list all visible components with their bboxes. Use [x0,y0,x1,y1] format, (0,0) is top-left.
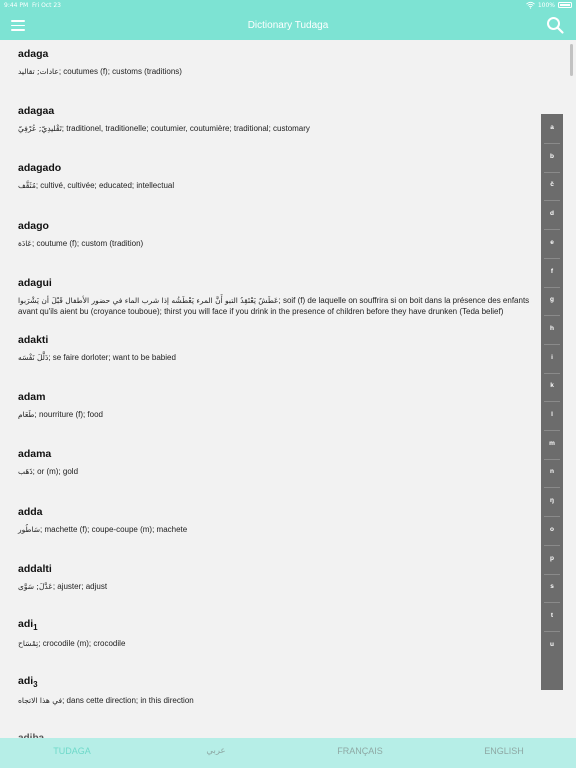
tab-english[interactable]: ENGLISH [484,746,524,756]
battery-area [526,1,572,9]
index-divider [544,487,560,488]
entry-headword: adi$_3$ [18,675,38,689]
list-item[interactable] [18,618,536,649]
entry-definition: تِمْسَاح; crocodile (m); crocodile [18,639,126,648]
alphabet-index[interactable] [541,114,563,690]
list-item[interactable] [18,448,536,477]
list-item[interactable] [18,563,536,592]
index-letter-2[interactable]: b [550,152,554,160]
entry-headword: adago [18,220,49,232]
index-letter-12[interactable]: m [549,439,555,447]
entry-definition: دَلَّلَ نَفْسَه; se faire dorloter; want to be babied [18,353,176,362]
entry-headword: adakti [18,334,49,346]
entry-definition: تَقْليدِيّ; عُرْفِيّ; traditionel, traditionelle; coutumier, coutumière; traditional; customary [18,124,310,133]
list-item[interactable] [18,277,536,317]
index-divider [544,344,560,345]
battery-percent: 100% [537,1,555,9]
wifi-icon [526,1,535,9]
index-letter-6[interactable]: f [550,267,554,275]
entry-definition: عَطَشٌ يَعْتَقِدُ التبو أَنَّ المرء يَعْطَشُه إذا شرب الماء في حضور الأطفال قَبْلَ أن يَشْرَبوا; soif (f) de laquelle on souffrira si on boit dans la présence des enfants avant qu'ils aient bu (croyance touboue); thirst you will face if you drink in the presence of children before they have drunken (Teda belief) [18,296,530,316]
entry-definition: في هذا الاتجاه; dans cette direction; in this direction [18,696,194,705]
entry-headword: adagado [18,162,62,174]
index-divider [544,516,560,517]
entry-definition: عَادَة; coutume (f); custom (tradition) [18,239,144,248]
battery-icon [558,2,572,8]
list-item[interactable] [18,105,536,134]
entry-headword: adama [18,448,52,460]
entry-headword: adam [18,391,46,403]
index-divider [544,574,560,575]
index-divider [544,172,560,173]
index-divider [544,143,560,144]
entry-definition: عَدَّلَ; سَوَّى; ajuster; adjust [18,582,108,591]
entry-definition: ذَهَب; or (m); gold [18,467,79,476]
index-divider [544,287,560,288]
list-item[interactable] [18,391,536,420]
nav-bar [0,11,576,40]
index-letter-9[interactable]: i [551,353,553,361]
index-letter-4[interactable]: d [550,210,554,218]
entry-headword: adi$_1$ [18,618,38,632]
entry-definition: عادات; تقاليد; coutumes (f); customs (traditions) [18,67,182,76]
status-time: 9:44 PM Fri Oct 23 [4,2,61,9]
list-item[interactable] [18,506,536,535]
scrollbar-thumb[interactable] [570,44,573,76]
index-divider [544,200,560,201]
tab-arabic[interactable]: عربي [206,746,226,756]
entry-definition: مُثَقَّف; cultivé, cultivée; educated; intellectual [18,181,175,190]
list-item[interactable] [18,220,536,249]
language-tab-bar [0,738,576,768]
index-divider [544,315,560,316]
status-bar [0,0,576,11]
index-divider [544,459,560,460]
index-letter-8[interactable]: h [550,324,554,332]
entry-definition: طَعَام; nourriture (f); food [18,410,104,419]
search-icon[interactable] [546,16,564,34]
list-item[interactable] [18,162,536,191]
entry-headword: adagui [18,277,52,289]
index-divider [544,602,560,603]
entry-headword: adagaa [18,105,55,117]
index-letter-18[interactable]: t [550,611,554,619]
index-divider [544,545,560,546]
list-item[interactable] [18,334,536,363]
index-divider [544,401,560,402]
index-letter-16[interactable]: p [550,554,554,562]
tab-tudaga[interactable]: TUDAGA [53,746,91,756]
index-letter-14[interactable]: ŋ [550,497,554,505]
list-item[interactable] [18,675,536,706]
entry-headword: adaga [18,48,49,60]
index-letter-5[interactable]: e [550,238,554,246]
dictionary-list[interactable] [0,40,576,738]
index-divider [544,229,560,230]
list-item[interactable] [18,48,536,77]
index-letter-17[interactable]: s [550,583,554,591]
index-letter-13[interactable]: n [550,468,554,476]
entry-headword: addalti [18,563,52,575]
index-letter-7[interactable]: g [550,296,554,304]
index-letter-1[interactable]: a [550,124,554,131]
index-divider [544,373,560,374]
entry-definition: سَاطُور; machette (f); coupe-coupe (m); machete [18,525,188,534]
index-letter-15[interactable]: o [550,525,554,533]
tab-francais[interactable]: FRANÇAIS [337,746,383,756]
page-title: Dictionary Tudaga [247,20,329,31]
index-letter-19[interactable]: u [550,640,554,648]
index-letter-11[interactable]: l [551,411,553,418]
entry-headword: adda [18,506,43,518]
index-divider [544,430,560,431]
index-letter-3[interactable]: č [550,181,554,189]
index-divider [544,631,560,632]
index-divider [544,258,560,259]
index-letter-10[interactable]: k [550,382,554,390]
